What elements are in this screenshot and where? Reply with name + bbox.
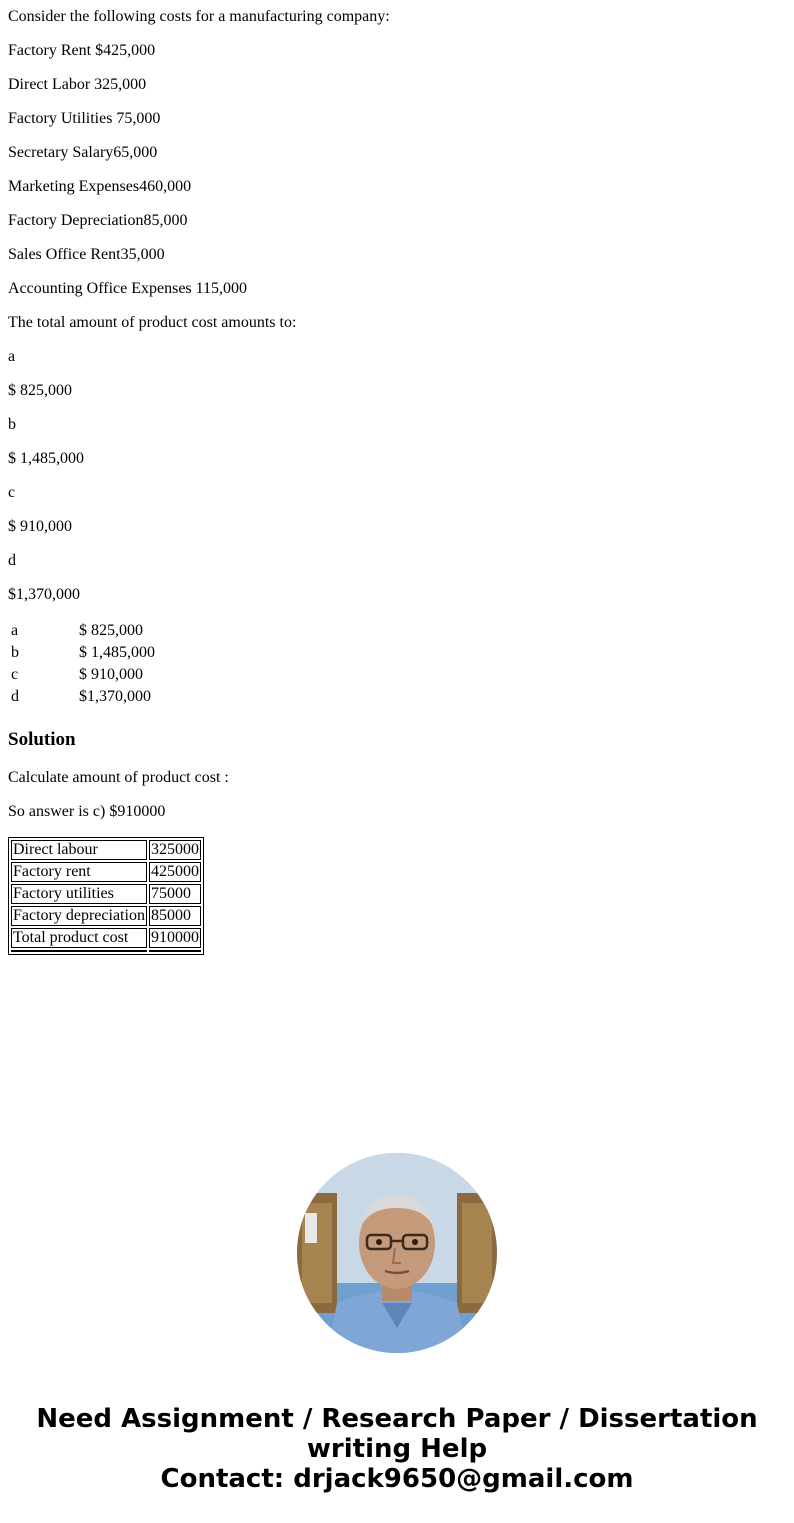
choice-letter: c — [8, 484, 16, 501]
cost-value-cell: 910000 — [150, 929, 199, 946]
choice-letter: d — [8, 552, 16, 569]
choice-value: $1,370,000 — [8, 586, 80, 603]
choice-value: $ 1,485,000 — [8, 450, 84, 467]
table-row — [8, 642, 158, 664]
cost-line: Factory Depreciation85,000 — [8, 212, 188, 229]
choice-letter: b — [8, 416, 16, 433]
cost-line: Marketing Expenses460,000 — [8, 178, 192, 195]
promo-contact: Contact: drjack9650@gmail.com — [160, 1464, 634, 1494]
cost-line: Direct Labor 325,000 — [8, 76, 147, 93]
cost-value-cell: 75000 — [149, 884, 201, 904]
cost-label-cell: Direct labour — [11, 840, 147, 860]
cost-line: Factory Utilities 75,000 — [8, 110, 161, 127]
cost-value-cell: 85000 — [149, 906, 201, 926]
cost-label-cell: Factory rent — [11, 862, 147, 882]
table-row — [11, 928, 201, 948]
choices-table — [8, 620, 158, 708]
question-prompt: The total amount of product cost amounts to: — [8, 314, 297, 331]
promo-line: Need Assignment / Research Paper / Dissertation — [36, 1404, 758, 1434]
table-row — [11, 862, 201, 882]
table-row — [8, 664, 158, 686]
avatar-portrait-icon — [297, 1153, 497, 1353]
cost-line: Accounting Office Expenses 115,000 — [8, 280, 248, 297]
cost-value-cell: 325000 — [150, 841, 199, 858]
table-row — [11, 840, 201, 860]
table-row-empty — [11, 950, 201, 952]
choice-value-cell: $ 825,000 — [79, 622, 143, 639]
empty-cell — [11, 950, 147, 952]
solution-heading: Solution — [8, 729, 76, 750]
solution-line: Calculate amount of product cost : — [8, 769, 229, 786]
table-row — [11, 884, 201, 904]
choice-value: $ 910,000 — [8, 518, 72, 535]
choice-value-cell: $ 1,485,000 — [79, 644, 155, 661]
table-row — [8, 686, 158, 708]
question-intro: Consider the following costs for a manufacturing company: — [8, 8, 390, 25]
solution-answer: So answer is c) $910000 — [8, 803, 166, 820]
table-row — [8, 620, 158, 642]
choice-letter-cell: b — [11, 644, 19, 661]
table-row — [11, 906, 201, 926]
product-cost-table — [8, 837, 204, 955]
cost-label-cell: Total product cost — [11, 928, 147, 948]
author-avatar — [297, 1153, 497, 1353]
cost-line: Factory Rent $425,000 — [8, 42, 156, 59]
choice-value-cell: $ 910,000 — [79, 666, 143, 683]
choice-value: $ 825,000 — [8, 382, 72, 399]
empty-cell — [149, 950, 201, 952]
choice-letter-cell: c — [11, 666, 19, 683]
choice-value-cell: $1,370,000 — [79, 688, 151, 705]
cost-line: Secretary Salary65,000 — [8, 144, 158, 161]
choice-letter: a — [8, 348, 16, 365]
cost-label-cell: Factory depreciation — [13, 907, 145, 924]
cost-line: Sales Office Rent35,000 — [8, 246, 165, 263]
choice-letter-cell: d — [11, 688, 19, 705]
promo-line: writing Help — [306, 1434, 488, 1464]
choice-letter-cell: a — [11, 622, 19, 639]
cost-value-cell: 425000 — [150, 863, 199, 880]
cost-label-cell: Factory utilities — [11, 884, 147, 904]
promo-banner — [0, 1404, 794, 1494]
